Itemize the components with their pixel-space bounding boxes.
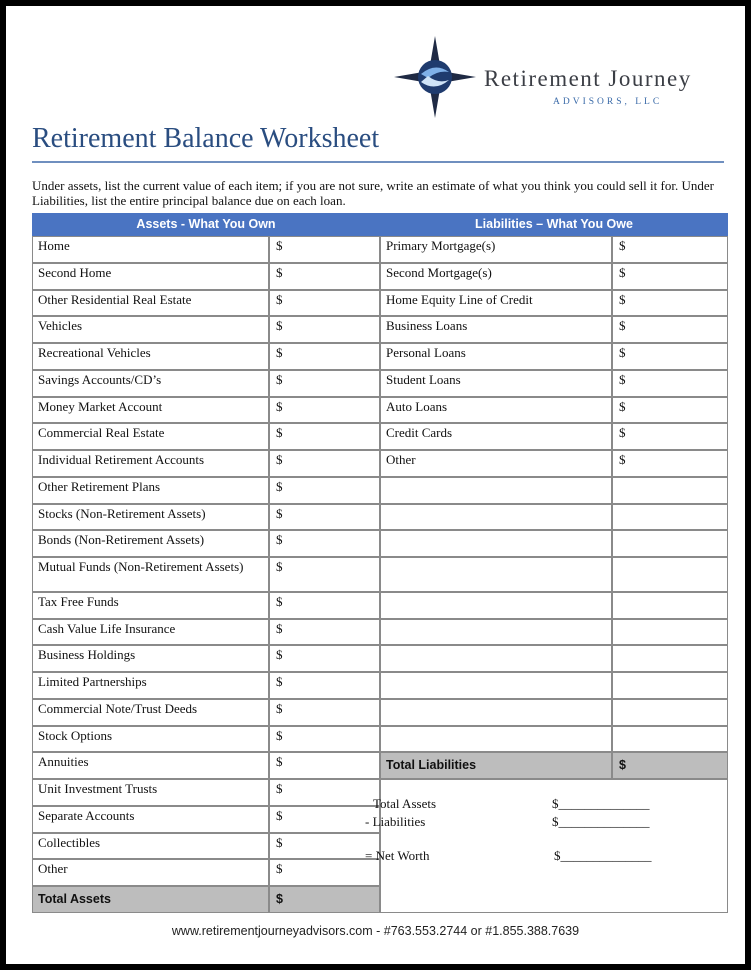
liability-row-label: Auto Loans xyxy=(380,397,612,424)
asset-row-label: Other Retirement Plans xyxy=(32,477,269,504)
liability-blank-row[interactable] xyxy=(380,672,612,699)
asset-value-field[interactable]: $ xyxy=(269,397,380,424)
asset-value-field[interactable]: $ xyxy=(269,423,380,450)
liability-row-label: Home Equity Line of Credit xyxy=(380,290,612,317)
liabilities-header: Liabilities – What You Owe xyxy=(380,213,728,236)
liability-value-field[interactable]: $ xyxy=(612,423,728,450)
title-divider xyxy=(32,161,724,163)
asset-value-field[interactable]: $ xyxy=(269,370,380,397)
instructions-text: Under assets, list the current value of each item; if you are not sure, write an estimate of what you think you could sell it for. Under Liabilities, list the entire principal balance due on each loan. xyxy=(32,178,714,208)
asset-row-label: Money Market Account xyxy=(32,397,269,424)
liability-blank-row[interactable] xyxy=(380,699,612,726)
liability-row-label: Personal Loans xyxy=(380,343,612,370)
liability-row-label: Primary Mortgage(s) xyxy=(380,236,612,263)
asset-row-label: Second Home xyxy=(32,263,269,290)
asset-value-field[interactable]: $ xyxy=(269,699,380,726)
asset-row-label: Other Residential Real Estate xyxy=(32,290,269,317)
liability-blank-row[interactable] xyxy=(380,504,612,531)
asset-row-label: Stock Options xyxy=(32,726,269,753)
liability-blank-row[interactable] xyxy=(380,592,612,619)
liability-value-field[interactable] xyxy=(612,592,728,619)
liability-row-label: Other xyxy=(380,450,612,477)
liability-value-field[interactable] xyxy=(612,726,728,753)
asset-row-label: Limited Partnerships xyxy=(32,672,269,699)
liability-blank-row[interactable] xyxy=(380,619,612,646)
asset-row-label: Unit Investment Trusts xyxy=(32,779,269,806)
liability-value-field[interactable] xyxy=(612,699,728,726)
liability-value-field[interactable] xyxy=(612,504,728,531)
asset-row-label: Tax Free Funds xyxy=(32,592,269,619)
asset-value-field[interactable]: $ xyxy=(269,263,380,290)
asset-value-field[interactable]: $ xyxy=(269,504,380,531)
summary-net-worth-label: = Net Worth xyxy=(365,848,430,863)
page-title: Retirement Balance Worksheet xyxy=(32,123,380,154)
liability-value-field[interactable]: $ xyxy=(612,370,728,397)
assets-header: Assets - What You Own xyxy=(32,213,380,236)
liability-value-field[interactable]: $ xyxy=(612,450,728,477)
asset-row-label: Stocks (Non-Retirement Assets) xyxy=(32,504,269,531)
liability-row-label: Second Mortgage(s) xyxy=(380,263,612,290)
asset-row-label: Mutual Funds (Non-Retirement Assets) xyxy=(32,557,269,592)
asset-value-field[interactable]: $ xyxy=(269,592,380,619)
company-subtitle: ADVISORS, LLC xyxy=(553,97,663,107)
asset-row-label: Vehicles xyxy=(32,316,269,343)
liability-value-field[interactable] xyxy=(612,619,728,646)
asset-value-field[interactable]: $ xyxy=(269,290,380,317)
asset-row-label: Separate Accounts xyxy=(32,806,269,833)
summary-liabilities-label: - Liabilities xyxy=(365,814,426,829)
compass-logo-icon xyxy=(394,36,476,118)
asset-value-field[interactable]: $ xyxy=(269,236,380,263)
asset-row-label: Other xyxy=(32,859,269,886)
asset-value-field[interactable]: $ xyxy=(269,672,380,699)
worksheet-page xyxy=(6,6,745,964)
asset-row-label: Individual Retirement Accounts xyxy=(32,450,269,477)
liability-blank-row[interactable] xyxy=(380,726,612,753)
footer-contact: www.retirementjourneyadvisors.com - #763.553.2744 or #1.855.388.7639 xyxy=(171,924,580,938)
asset-row-label: Commercial Note/Trust Deeds xyxy=(32,699,269,726)
asset-row-label: Business Holdings xyxy=(32,645,269,672)
total-liabilities-field[interactable]: $ xyxy=(612,752,728,779)
balance-table xyxy=(32,213,728,918)
asset-row-label: Recreational Vehicles xyxy=(32,343,269,370)
company-name: Retirement Journey xyxy=(484,66,692,91)
asset-value-field[interactable]: $ xyxy=(269,343,380,370)
liability-value-field[interactable] xyxy=(612,645,728,672)
asset-row-label: Annuities xyxy=(32,752,269,779)
asset-value-field[interactable]: $ xyxy=(269,530,380,557)
asset-value-field[interactable]: $ xyxy=(269,450,380,477)
liability-value-field[interactable] xyxy=(612,672,728,699)
liability-row-label: Business Loans xyxy=(380,316,612,343)
asset-row-label: Collectibles xyxy=(32,833,269,860)
liability-row-label: Credit Cards xyxy=(380,423,612,450)
asset-row-label: Home xyxy=(32,236,269,263)
asset-value-field[interactable]: $ xyxy=(269,726,380,753)
asset-value-field[interactable]: $ xyxy=(269,806,380,833)
liability-value-field[interactable] xyxy=(612,557,728,592)
asset-row-label: Commercial Real Estate xyxy=(32,423,269,450)
liability-row-label: Student Loans xyxy=(380,370,612,397)
asset-row-label: Savings Accounts/CD’s xyxy=(32,370,269,397)
liability-blank-row[interactable] xyxy=(380,557,612,592)
summary-net-worth-field[interactable]: $______________ xyxy=(554,848,652,863)
summary-total-assets-label: Total Assets xyxy=(373,796,437,811)
asset-value-field[interactable]: $ xyxy=(269,619,380,646)
asset-value-field[interactable]: $ xyxy=(269,779,380,806)
liability-value-field[interactable]: $ xyxy=(612,397,728,424)
asset-row-label: Cash Value Life Insurance xyxy=(32,619,269,646)
liability-value-field[interactable] xyxy=(612,477,728,504)
liability-value-field[interactable]: $ xyxy=(612,263,728,290)
asset-row-label: Bonds (Non-Retirement Assets) xyxy=(32,530,269,557)
asset-value-field[interactable]: $ xyxy=(269,477,380,504)
liability-value-field[interactable]: $ xyxy=(612,316,728,343)
liability-blank-row[interactable] xyxy=(380,645,612,672)
asset-value-field[interactable]: $ xyxy=(269,645,380,672)
liability-value-field[interactable] xyxy=(612,530,728,557)
asset-value-field[interactable]: $ xyxy=(269,859,380,886)
asset-value-field[interactable]: $ xyxy=(269,557,380,592)
total-assets-label: Total Assets xyxy=(32,886,269,913)
asset-value-field[interactable]: $ xyxy=(269,752,380,779)
asset-value-field[interactable]: $ xyxy=(269,833,380,860)
summary-total-assets-field[interactable]: $______________ xyxy=(552,796,650,811)
total-liabilities-label: Total Liabilities xyxy=(380,752,612,779)
liability-blank-row[interactable] xyxy=(380,530,612,557)
liability-value-field[interactable]: $ xyxy=(612,236,728,263)
summary-liabilities-field[interactable]: $______________ xyxy=(552,814,650,829)
liability-value-field[interactable]: $ xyxy=(612,343,728,370)
liability-blank-row[interactable] xyxy=(380,477,612,504)
asset-value-field[interactable]: $ xyxy=(269,316,380,343)
total-assets-field[interactable]: $ xyxy=(269,886,380,913)
liability-value-field[interactable]: $ xyxy=(612,290,728,317)
